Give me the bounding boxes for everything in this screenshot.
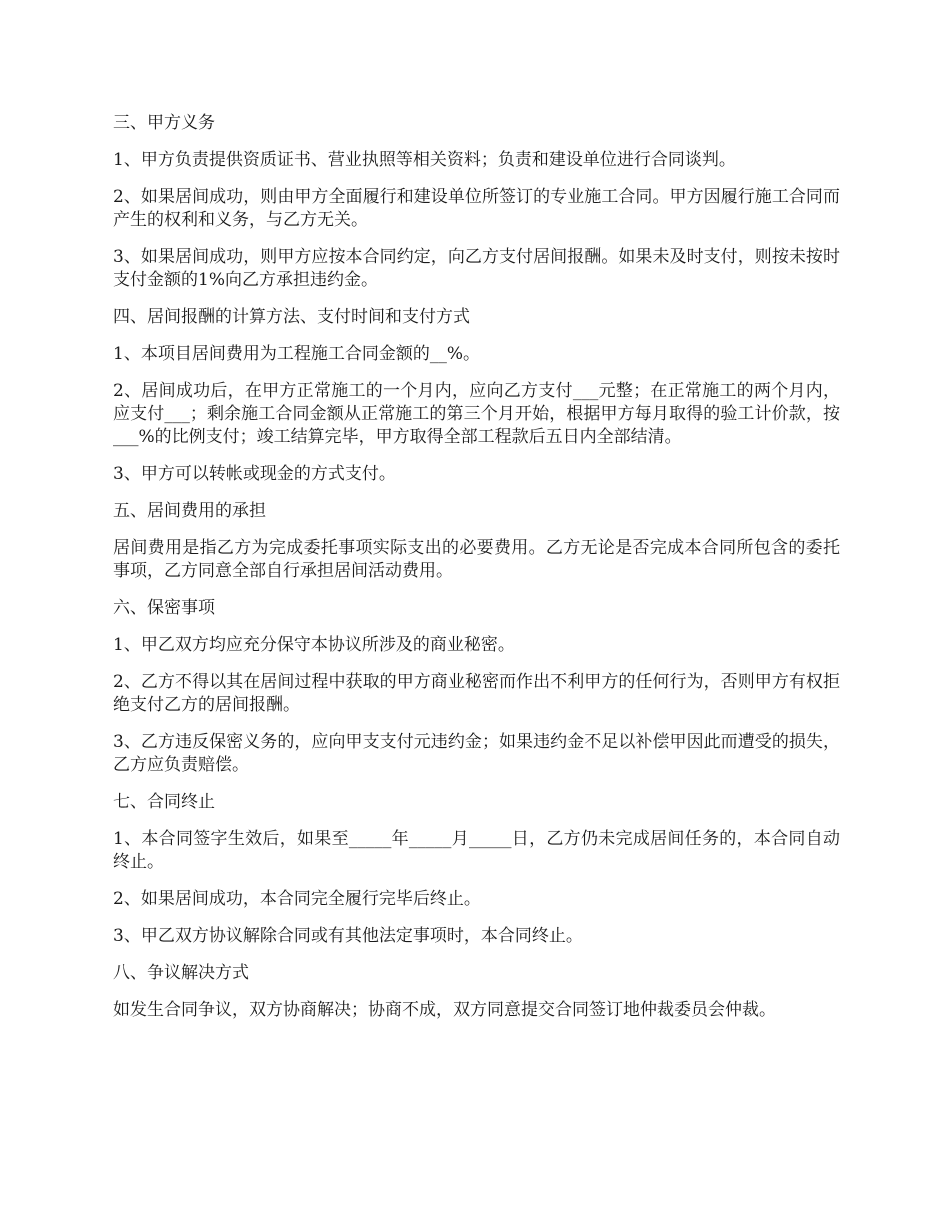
section-heading-4: 四、居间报酬的计算方法、支付时间和支付方式 [113, 307, 470, 327]
clause-4-1: 1、本项目居间费用为工程施工合同金额的__%。 [113, 344, 480, 364]
clause-8-body: 如发生合同争议，双方协商解决；协商不成，双方同意提交合同签订地仲裁委员会仲裁。 [113, 1000, 776, 1020]
clause-3-1: 1、甲方负责提供资质证书、营业执照等相关资料；负责和建设单位进行合同谈判。 [113, 150, 736, 170]
clause-4-3: 3、甲方可以转帐或现金的方式支付。 [113, 464, 396, 484]
section-heading-5: 五、居间费用的承担 [113, 501, 266, 521]
clause-7-2: 2、如果居间成功，本合同完全履行完毕后终止。 [113, 889, 481, 909]
clause-7-3: 3、甲乙双方协议解除合同或有其他法定事项时，本合同终止。 [113, 926, 583, 946]
clause-7-1: 1、本合同签字生效后，如果至_____年_____月_____日，乙方仍未完成居间任务的，本合同自动终止。 [113, 829, 840, 872]
clause-5-body: 居间费用是指乙方为完成委托事项实际支出的必要费用。乙方无论是否完成本合同所包含的委托事项，乙方同意全部自行承担居间活动费用。 [113, 538, 840, 581]
clause-3-3: 3、如果居间成功，则甲方应按本合同约定，向乙方支付居间报酬。如果未及时支付，则按未按时支付金额的1%向乙方承担违约金。 [113, 247, 840, 290]
section-heading-8: 八、争议解决方式 [113, 963, 249, 983]
section-heading-6: 六、保密事项 [113, 598, 215, 618]
clause-3-2: 2、如果居间成功，则由甲方全面履行和建设单位所签订的专业施工合同。甲方因履行施工合同而产生的权利和义务，与乙方无关。 [113, 187, 840, 230]
section-heading-3: 三、甲方义务 [113, 113, 215, 133]
document-page [113, 112, 840, 1036]
clause-6-2: 2、乙方不得以其在居间过程中获取的甲方商业秘密而作出不利甲方的任何行为，否则甲方有权拒绝支付乙方的居间报酬。 [113, 672, 840, 715]
clause-4-2: 2、居间成功后，在甲方正常施工的一个月内，应向乙方支付___元整；在正常施工的两个月内，应支付___；剩余施工合同金额从正常施工的第三个月开始，根据甲方每月取得的验工计价款，按___%的比例支付；竣工结算完毕，甲方取得全部工程款后五日内全部结清。 [113, 381, 840, 447]
clause-6-3: 3、乙方违反保密义务的，应向甲支支付元违约金；如果违约金不足以补偿甲因此而遭受的损失，乙方应负责赔偿。 [113, 732, 840, 775]
section-heading-7: 七、合同终止 [113, 792, 215, 812]
clause-6-1: 1、甲乙双方均应充分保守本协议所涉及的商业秘密。 [113, 635, 515, 655]
